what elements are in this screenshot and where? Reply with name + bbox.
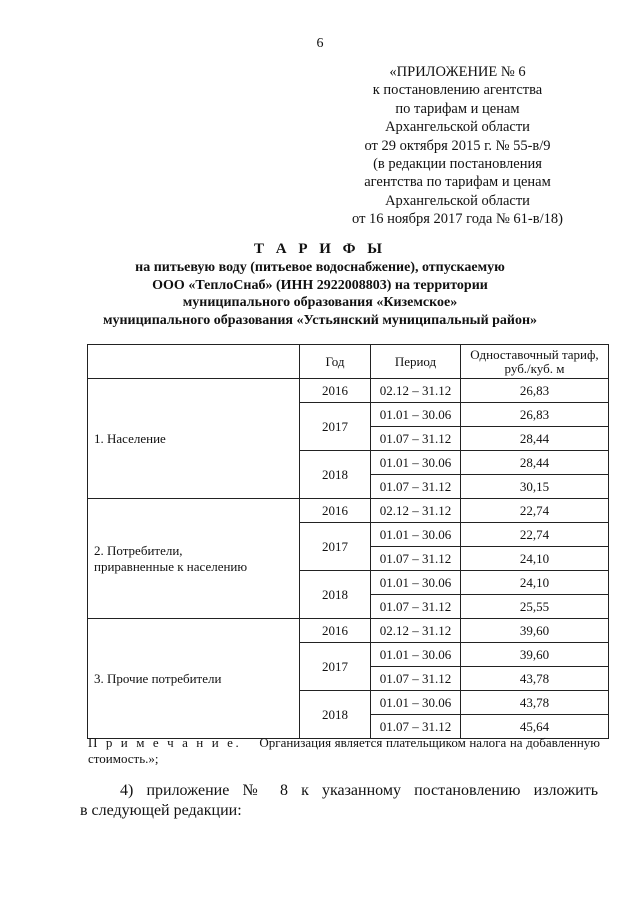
period-cell: 01.07 – 31.12 (371, 715, 461, 739)
page-number: 6 (316, 36, 324, 51)
header-tariff (461, 345, 609, 379)
period-cell: 01.01 – 30.06 (371, 523, 461, 547)
header-period: Период (371, 345, 461, 379)
header-category (88, 345, 300, 379)
tariff-cell: 24,10 (461, 571, 609, 595)
period-cell: 02.12 – 31.12 (371, 379, 461, 403)
tariff-cell: 26,83 (461, 403, 609, 427)
paragraph-line: 4) приложение № 8 к указанному постановлению изложить (120, 782, 598, 799)
tariff-cell: 28,44 (461, 427, 609, 451)
subtitle-line: муниципального образования «Киземское» (182, 295, 458, 311)
appendix-line: «ПРИЛОЖЕНИЕ № 6 (389, 64, 526, 80)
period-cell: 01.01 – 30.06 (371, 451, 461, 475)
year-cell: 2017 (300, 523, 371, 571)
year-cell: 2017 (300, 643, 371, 691)
tariff-cell: 43,78 (461, 691, 609, 715)
note-text-line: Организация является плательщиком налога на добавленную (259, 735, 600, 750)
header-tariff-line: Одноставочный тариф, (470, 346, 599, 362)
paragraph-line: в следующей редакции: (80, 802, 242, 819)
subtitle-line: муниципального образования «Устьянский муниципальный район» (102, 312, 538, 328)
tariff-cell: 24,10 (461, 547, 609, 571)
table-note (88, 735, 600, 767)
tariff-cell: 39,60 (461, 643, 609, 667)
period-cell: 01.01 – 30.06 (371, 403, 461, 427)
period-cell: 01.07 – 31.12 (371, 475, 461, 499)
amendment-paragraph (80, 781, 598, 821)
document-title: Т А Р И Ф Ы (253, 241, 387, 257)
year-cell: 2018 (300, 691, 371, 739)
period-cell: 01.01 – 30.06 (371, 571, 461, 595)
tariff-cell: 22,74 (461, 523, 609, 547)
note-label: П р и м е ч а н и е. (88, 735, 242, 750)
period-cell: 01.07 – 31.12 (371, 595, 461, 619)
period-cell: 01.07 – 31.12 (371, 547, 461, 571)
appendix-line: от 29 октября 2015 г. № 55-в/9 (364, 137, 551, 154)
appendix-reference (330, 63, 585, 229)
document-title-block (0, 240, 640, 329)
year-cell: 2018 (300, 571, 371, 619)
period-cell: 01.07 – 31.12 (371, 667, 461, 691)
table-row (88, 379, 609, 403)
appendix-line: Архангельской области (385, 119, 530, 136)
appendix-line: к постановлению агентства (372, 82, 543, 99)
year-cell: 2017 (300, 403, 371, 451)
header-tariff-line: руб./куб. м (504, 360, 565, 376)
subtitle-line: на питьевую воду (питьевое водоснабжение), отпускаемую (135, 260, 505, 275)
appendix-line: агентства по тарифам и ценам (364, 174, 551, 191)
category-label: 2. Потребители, (94, 542, 183, 558)
tariff-cell: 25,55 (461, 595, 609, 619)
period-cell: 01.01 – 30.06 (371, 643, 461, 667)
appendix-line: Архангельской области (385, 192, 530, 209)
tariff-cell: 43,78 (461, 667, 609, 691)
tariff-cell: 22,74 (461, 499, 609, 523)
note-text-line: стоимость.»; (88, 751, 159, 766)
tariffs-table (87, 344, 609, 739)
year-cell: 2018 (300, 451, 371, 499)
period-cell: 01.01 – 30.06 (371, 691, 461, 715)
category-cell (88, 379, 300, 499)
appendix-line: (в редакции постановления (373, 156, 542, 173)
period-cell: 02.12 – 31.12 (371, 499, 461, 523)
subtitle-line: ООО «ТеплоСнаб» (ИНН 2922008803) на территории (152, 277, 488, 293)
appendix-line: по тарифам и ценам (395, 100, 520, 117)
appendix-line: от 16 ноября 2017 года № 61-в/18) (352, 211, 563, 228)
tariff-cell: 45,64 (461, 715, 609, 739)
table-row (88, 499, 609, 523)
period-cell: 02.12 – 31.12 (371, 619, 461, 643)
tariff-cell: 39,60 (461, 619, 609, 643)
category-label: приравненные к населению (94, 558, 248, 574)
category-label: 1. Население (94, 430, 166, 446)
category-label: 3. Прочие потребители (94, 670, 222, 686)
tariff-cell: 30,15 (461, 475, 609, 499)
year-cell: 2016 (300, 379, 371, 403)
year-cell: 2016 (300, 619, 371, 643)
table-header-row (88, 345, 609, 379)
category-cell (88, 499, 300, 619)
period-cell: 01.07 – 31.12 (371, 427, 461, 451)
table-row (88, 619, 609, 643)
tariff-cell: 26,83 (461, 379, 609, 403)
year-cell: 2016 (300, 499, 371, 523)
category-cell (88, 619, 300, 739)
header-year: Год (300, 345, 371, 379)
tariff-cell: 28,44 (461, 451, 609, 475)
